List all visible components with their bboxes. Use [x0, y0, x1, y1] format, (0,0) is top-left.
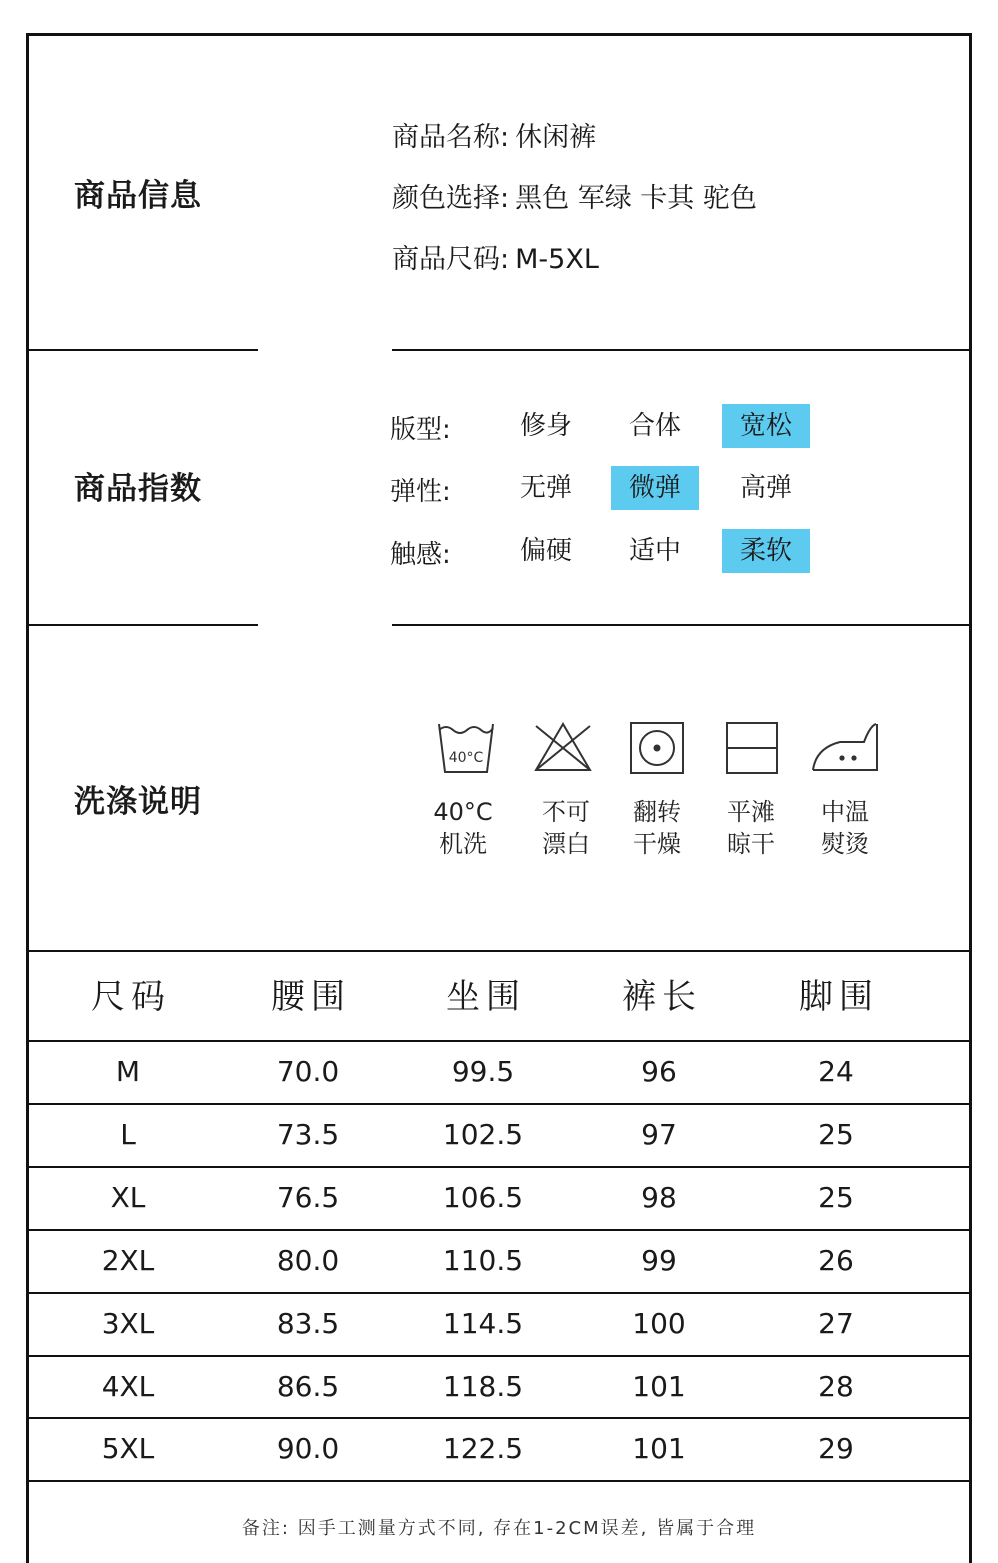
header-cell: 裤长	[622, 977, 702, 1017]
header-cell: 尺码	[91, 977, 171, 1017]
table-cell: 3XL	[101, 1307, 155, 1340]
index-option: 偏硬	[519, 536, 572, 566]
table-cell: 76.5	[276, 1181, 340, 1214]
index-option: 修身	[519, 411, 572, 441]
table-cell: 80.0	[276, 1244, 340, 1277]
table-cell: 70.0	[276, 1055, 340, 1088]
section-title-info: 商品信息	[74, 178, 202, 214]
index-row-label: 版型:	[390, 415, 451, 445]
iron-medium-icon	[810, 718, 880, 776]
table-cell: 5XL	[101, 1432, 155, 1465]
svg-text:40°C: 40°C	[448, 750, 484, 766]
no-bleach-icon	[532, 718, 594, 776]
table-cell: 28	[818, 1370, 854, 1403]
size-line	[392, 237, 599, 276]
dry-flat-icon	[724, 718, 780, 776]
index-option-selected: 微弹	[611, 466, 699, 510]
index-option: 无弹	[519, 473, 572, 503]
index-option-selected: 宽松	[722, 404, 810, 448]
table-cell: 25	[818, 1118, 854, 1151]
divider	[29, 624, 258, 626]
table-cell: 102.5	[442, 1118, 524, 1151]
table-cell: 106.5	[442, 1181, 524, 1214]
table-cell: 110.5	[442, 1244, 524, 1277]
table-cell: 96	[641, 1055, 677, 1088]
table-cell: 122.5	[442, 1432, 524, 1465]
color-value: 黑色 军绿 卡其 驼色	[515, 183, 757, 214]
table-cell: 101	[632, 1370, 686, 1403]
table-cell: 90.0	[276, 1432, 340, 1465]
table-cell: 83.5	[276, 1307, 340, 1340]
index-option-selected: 柔软	[722, 529, 810, 573]
index-row-label: 触感:	[390, 540, 451, 570]
table-cell: 25	[818, 1181, 854, 1214]
header-cell: 脚围	[799, 977, 879, 1017]
table-row	[29, 1357, 969, 1417]
care-label-tumble: 翻转 干燥	[633, 798, 681, 858]
table-row	[29, 1042, 969, 1102]
divider	[29, 349, 258, 351]
header-cell: 坐围	[446, 977, 526, 1017]
table-cell: L	[120, 1118, 136, 1151]
table-rule	[29, 1480, 969, 1482]
index-row-label: 弹性:	[390, 477, 451, 507]
divider	[392, 624, 969, 626]
washtub-40-icon	[436, 718, 496, 776]
table-row	[29, 1105, 969, 1165]
table-cell: 99	[641, 1244, 677, 1277]
index-option: 合体	[628, 411, 681, 441]
table-cell: 100	[632, 1307, 686, 1340]
size-table-header	[29, 954, 969, 1040]
table-cell: 4XL	[101, 1370, 155, 1403]
table-row	[29, 1294, 969, 1354]
color-label: 颜色选择:	[392, 183, 510, 214]
section-title-index: 商品指数	[74, 471, 202, 507]
table-row	[29, 1419, 969, 1479]
index-option: 适中	[628, 536, 681, 566]
table-cell: 98	[641, 1181, 677, 1214]
table-cell: 114.5	[442, 1307, 524, 1340]
table-cell: 97	[641, 1118, 677, 1151]
table-row	[29, 1168, 969, 1228]
table-cell: 24	[818, 1055, 854, 1088]
divider	[392, 349, 969, 351]
tumble-dry-icon	[628, 718, 686, 776]
care-label-iron: 中温 熨烫	[821, 798, 869, 858]
table-cell: 2XL	[101, 1244, 155, 1277]
care-label-flat: 平滩 晾干	[727, 798, 775, 858]
color-line	[392, 176, 757, 215]
table-cell: 99.5	[451, 1055, 515, 1088]
table-row	[29, 1231, 969, 1291]
section-title-care: 洗涤说明	[74, 784, 202, 820]
product-name-label: 商品名称:	[392, 122, 510, 153]
product-name-value: 休闲裤	[515, 122, 597, 153]
product-name-line	[392, 115, 596, 154]
table-cell: 73.5	[276, 1118, 340, 1151]
divider	[29, 950, 969, 952]
care-label-bleach: 不可 漂白	[542, 798, 590, 858]
care-label-wash: 40°C 机洗	[433, 798, 493, 858]
table-cell: 86.5	[276, 1370, 340, 1403]
table-cell: 29	[818, 1432, 854, 1465]
index-option: 高弹	[739, 473, 792, 503]
size-value: M-5XL	[515, 244, 599, 275]
table-cell: M	[115, 1055, 141, 1088]
table-cell: 101	[632, 1432, 686, 1465]
header-cell: 腰围	[271, 977, 351, 1017]
table-cell: 26	[818, 1244, 854, 1277]
measurement-note: 备注: 因手工测量方式不同, 存在1-2CM误差, 皆属于合理	[241, 1518, 757, 1539]
table-cell: XL	[110, 1181, 146, 1214]
table-cell: 27	[818, 1307, 854, 1340]
size-label: 商品尺码:	[392, 244, 510, 275]
table-cell: 118.5	[442, 1370, 524, 1403]
